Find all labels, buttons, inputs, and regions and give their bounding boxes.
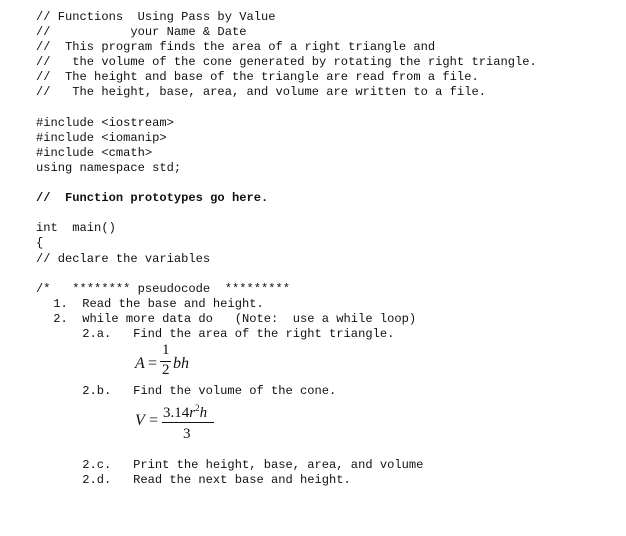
formula-area-rhs: bh (173, 355, 189, 372)
main-signature: int main() (36, 221, 116, 235)
pseudocode-step: 1. Read the base and height. (46, 297, 264, 311)
header-comment-line: // The height and base of the triangle are read from a file. (36, 70, 479, 84)
include-line: #include <iostream> (36, 116, 174, 130)
header-comment-line: // Functions Using Pass by Value (36, 10, 276, 24)
formula-volume-numerator (163, 403, 207, 422)
include-line: #include <cmath> (36, 146, 153, 160)
formula-volume-r: r (189, 405, 196, 421)
formula-volume-fraction-bar (162, 422, 214, 423)
formula-volume-denominator: 3 (183, 426, 191, 442)
formula-volume-h: h (199, 405, 208, 421)
prototype-comment: // Function prototypes go here. (36, 191, 269, 205)
pseudocode-step: 2.d. Read the next base and height. (46, 473, 351, 487)
pseudocode-step: 2.b. Find the volume of the cone. (46, 384, 337, 398)
formula-volume-power: 2 (195, 403, 200, 413)
using-namespace-line: using namespace std; (36, 161, 182, 175)
pseudocode-step: 2. while more data do (Note: use a while loop) (46, 312, 417, 326)
pseudocode-step: 2.c. Print the height, base, area, and volume (46, 458, 424, 472)
formula-volume-coef: 3.14 (163, 405, 190, 421)
pseudocode-header: /* ******** pseudocode ********* (36, 282, 291, 296)
header-comment-line: // The height, base, area, and volume are written to a file. (36, 85, 486, 99)
header-comment-line: // This program finds the area of a right triangle and (36, 40, 436, 54)
formula-volume-equals: = (149, 412, 159, 429)
header-comment-line: // the volume of the cone generated by rotating the right triangle. (36, 55, 537, 69)
formula-area-denominator: 2 (162, 362, 170, 378)
include-line: #include <iomanip> (36, 131, 167, 145)
header-comment-line: // your Name & Date (36, 25, 247, 39)
open-brace: { (36, 236, 44, 250)
formula-area-numerator: 1 (162, 342, 170, 358)
formula-area-equals: = (148, 355, 158, 372)
declare-comment: // declare the variables (36, 252, 211, 266)
pseudocode-step: 2.a. Find the area of the right triangle. (46, 327, 395, 341)
formula-volume-lhs: V (135, 412, 145, 429)
formula-area-lhs: A (135, 355, 145, 372)
